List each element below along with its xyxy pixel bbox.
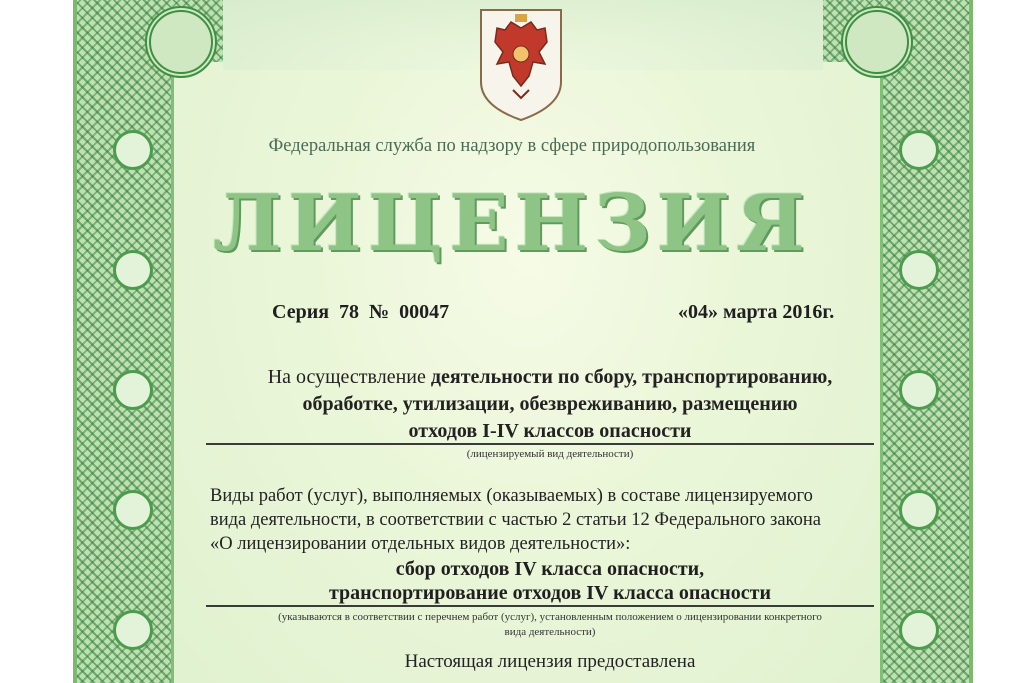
- works-line-2: вида деятельности, в соответствии с частью 2 статьи 12 Федерального закона: [210, 510, 821, 530]
- coat-of-arms-icon: [475, 6, 567, 124]
- granted-line: Настоящая лицензия предоставлена: [404, 651, 696, 672]
- left-edge-line: [73, 0, 77, 683]
- series-number: [272, 301, 449, 324]
- number-value: 00047: [399, 301, 450, 323]
- activity-caption: (лицензируемый вид деятельности): [466, 448, 634, 460]
- activity-underline: [206, 443, 874, 445]
- corner-rosette-icon: [145, 6, 217, 78]
- issuing-agency: Федеральная служба по надзору в сфере природопользования: [268, 136, 756, 156]
- activity-prefix: На осуществление: [267, 366, 426, 388]
- issue-date: «04» марта 2016г.: [678, 301, 835, 323]
- series-label: Серия: [272, 301, 330, 323]
- document-title: ЛИЦЕНЗИЯ: [213, 178, 811, 269]
- works-caption-1: (указываются в соответствии с перечнем работ (услуг), установленным положением о лицензировании конкретного: [278, 611, 822, 623]
- series-value: 78: [339, 301, 360, 323]
- works-line-3: «О лицензировании отдельных видов деятельности»:: [210, 534, 631, 554]
- right-edge-line: [969, 0, 973, 683]
- side-rosette-icon: [899, 490, 939, 530]
- works-caption-2: вида деятельности): [504, 626, 596, 638]
- activity-line-2: обработке, утилизации, обезвреживанию, размещению: [302, 393, 798, 415]
- activity-line-3: отходов I-IV классов опасности: [408, 420, 692, 442]
- works-line-1: Виды работ (услуг), выполняемых (оказываемых) в составе лицензируемого: [210, 486, 813, 506]
- activity-text-bold: деятельности по сбору, транспортированию,: [430, 366, 833, 388]
- corner-rosette-icon: [841, 6, 913, 78]
- works-item-2: транспортирование отходов IV класса опасности: [328, 582, 772, 604]
- activity-line-1: [100, 366, 1000, 389]
- works-underline: [206, 605, 874, 607]
- side-rosette-icon: [113, 490, 153, 530]
- works-item-1: сбор отходов IV класса опасности,: [395, 558, 705, 580]
- side-rosette-icon: [113, 610, 153, 650]
- number-label: №: [369, 301, 390, 323]
